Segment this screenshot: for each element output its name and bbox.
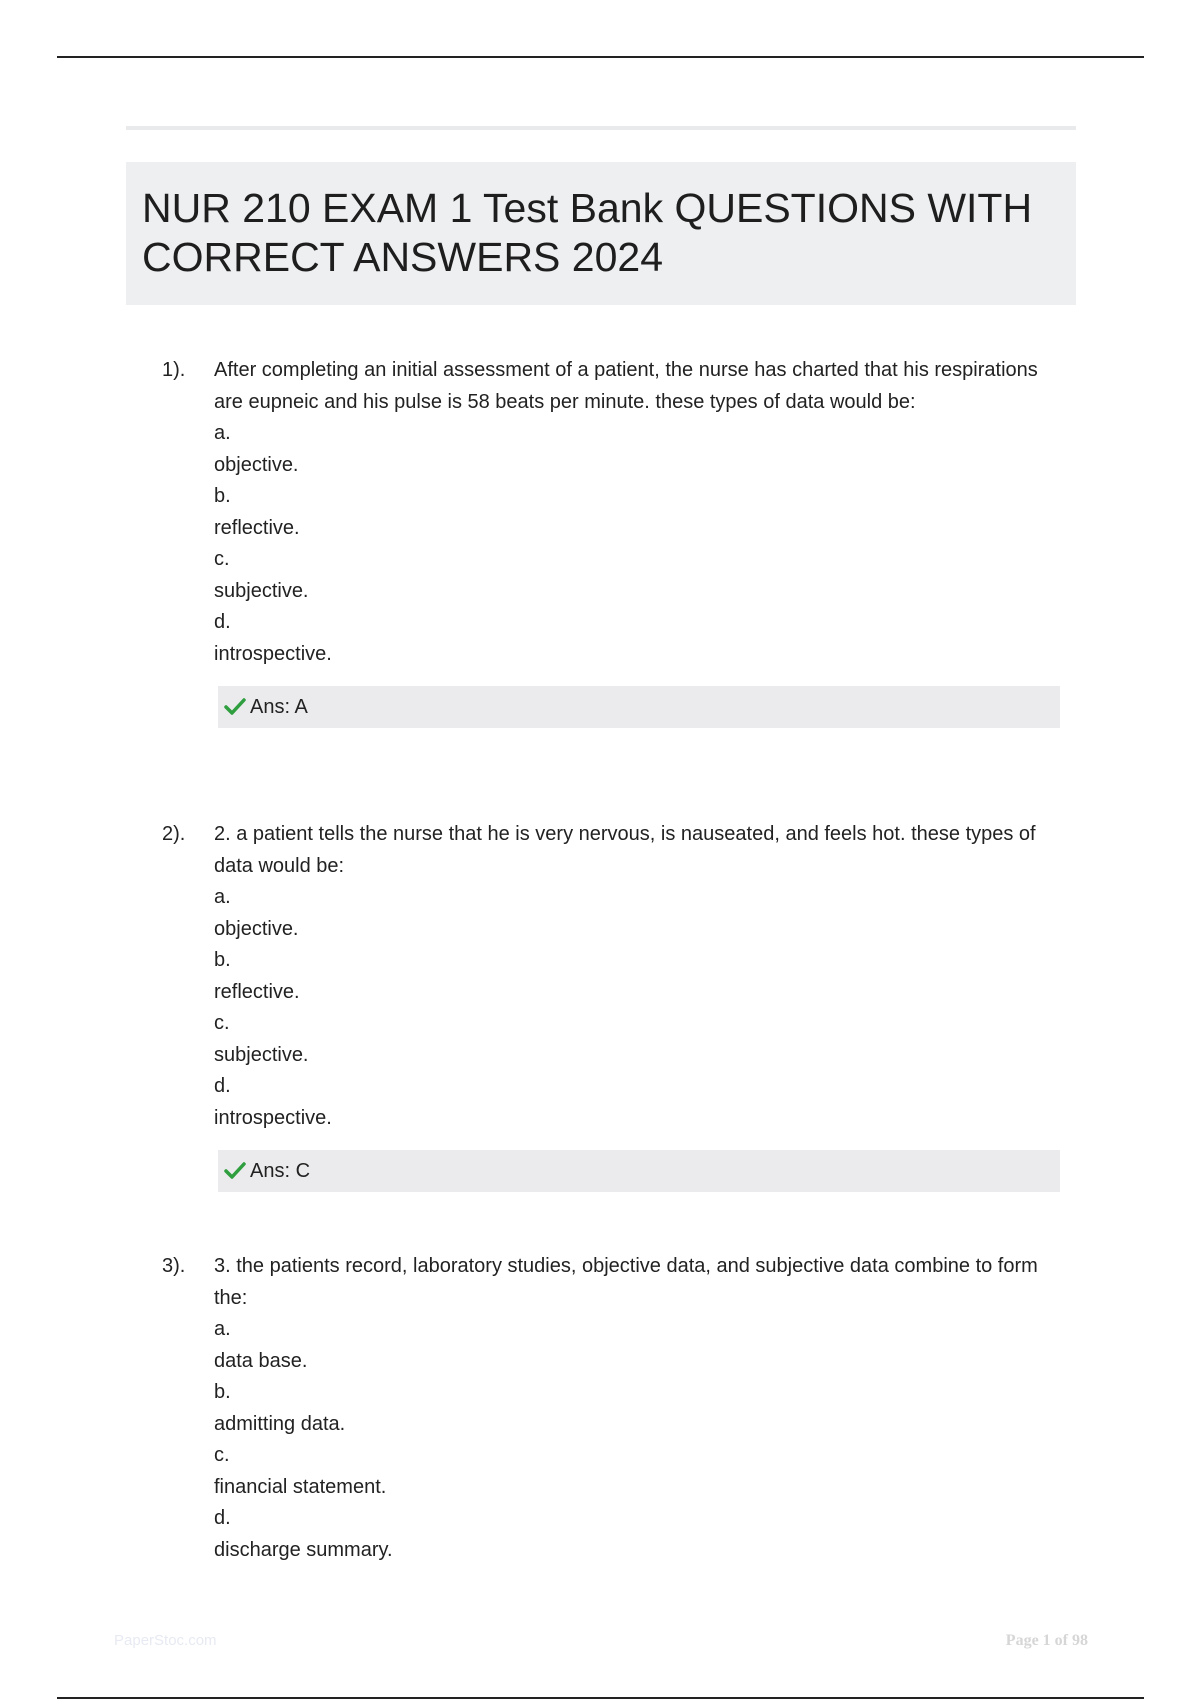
question-number: 2). (162, 823, 186, 845)
option-text: data base. (214, 1349, 308, 1372)
page-number: Page 1 of 98 (1005, 1632, 1088, 1649)
question-number: 3). (162, 1255, 186, 1277)
option-letter: c. (214, 548, 230, 570)
option-text: reflective. (214, 980, 300, 1003)
question-body (214, 1251, 1064, 1566)
option-text: subjective. (214, 1043, 309, 1066)
answer-box (218, 1150, 1060, 1192)
option-text: objective. (214, 917, 299, 940)
check-icon (224, 697, 246, 717)
option-letter: c. (214, 1012, 230, 1034)
question-1 (126, 355, 1076, 728)
question-3 (126, 1251, 1076, 1566)
question-number: 1). (162, 359, 186, 381)
answer-box (218, 686, 1060, 728)
option-letter: a. (214, 1318, 231, 1340)
watermark-text: PaperStoc.com (114, 1632, 217, 1649)
option-text: admitting data. (214, 1412, 346, 1435)
option-text: reflective. (214, 516, 300, 539)
check-icon (224, 1161, 246, 1181)
question-2 (126, 819, 1076, 1192)
bottom-rule (57, 1697, 1144, 1699)
option-letter: d. (214, 1075, 231, 1097)
option-text: introspective. (214, 642, 332, 665)
question-body (214, 819, 1064, 1134)
option-letter: d. (214, 611, 231, 633)
option-letter: c. (214, 1444, 230, 1466)
option-text: discharge summary. (214, 1538, 393, 1561)
option-text: introspective. (214, 1106, 332, 1129)
top-rule (57, 56, 1144, 58)
question-text: 2. a patient tells the nurse that he is very nervous, is nauseated, and feels hot. these types of data would be: (214, 823, 1036, 877)
title-banner (126, 162, 1076, 305)
option-text: subjective. (214, 579, 309, 602)
answer-text: Ans: A (250, 695, 308, 718)
option-text: financial statement. (214, 1475, 387, 1498)
header-divider (126, 126, 1076, 130)
question-body (214, 355, 1064, 670)
option-letter: b. (214, 485, 231, 507)
question-text: After completing an initial assessment of a patient, the nurse has charted that his respirations are eupneic and his pulse is 58 beats per minute. these types of data would be: (214, 359, 1038, 413)
option-text: objective. (214, 453, 299, 476)
answer-text: Ans: C (250, 1159, 311, 1182)
option-letter: a. (214, 422, 231, 444)
option-letter: a. (214, 886, 231, 908)
option-letter: b. (214, 1381, 231, 1403)
question-text: 3. the patients record, laboratory studies, objective data, and subjective data combine to form the: (214, 1255, 1038, 1309)
document-title: NUR 210 EXAM 1 Test Bank QUESTIONS WITH CORRECT ANSWERS 2024 (142, 185, 1033, 280)
option-letter: b. (214, 949, 231, 971)
option-letter: d. (214, 1507, 231, 1529)
